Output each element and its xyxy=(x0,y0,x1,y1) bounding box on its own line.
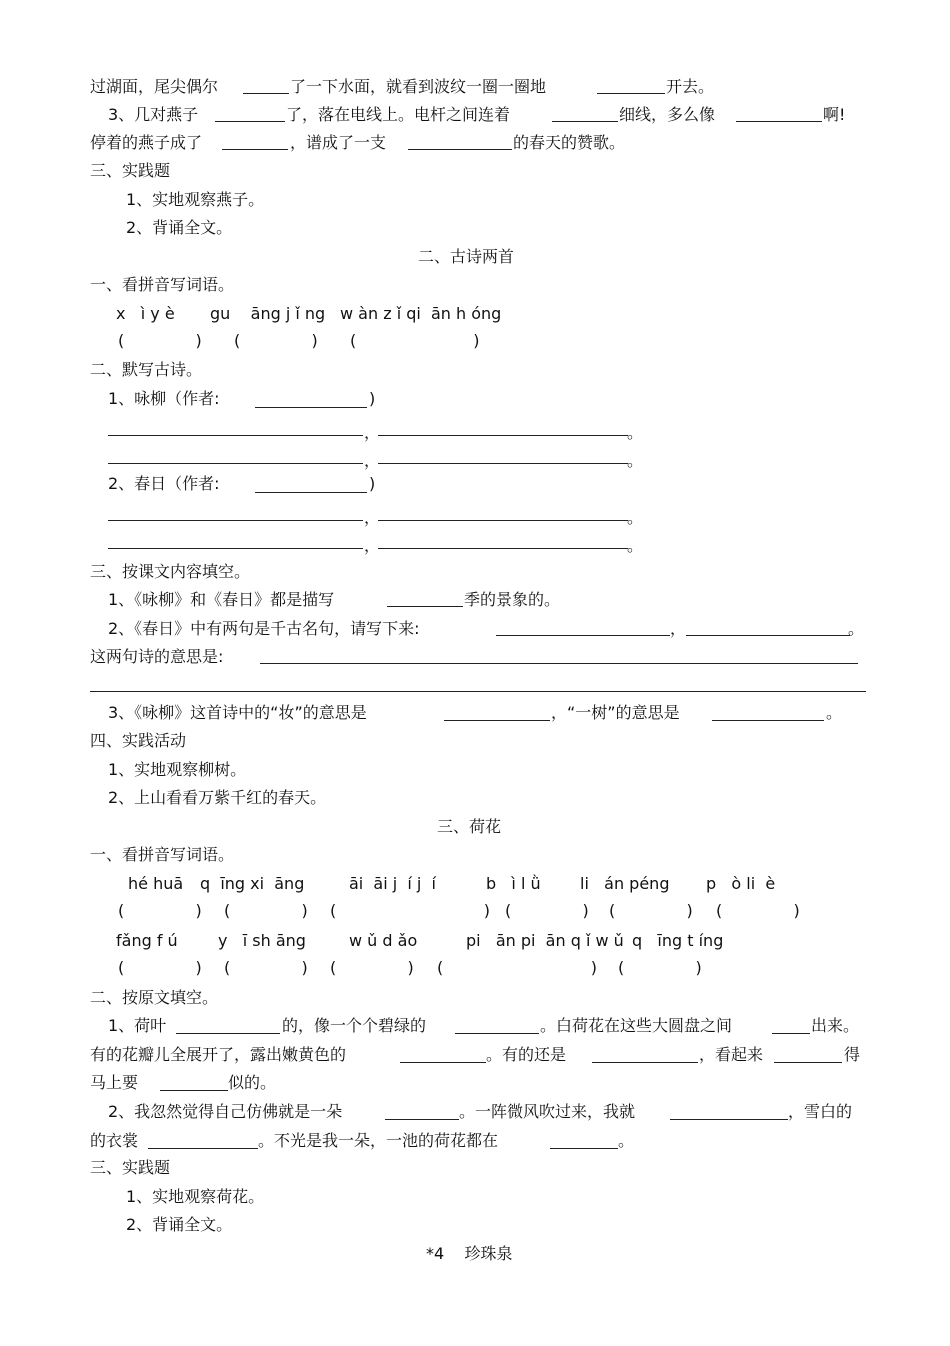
pinyin: pi ān pi ān q ǐ w ǔ xyxy=(466,931,624,950)
fill-blank[interactable] xyxy=(686,635,850,636)
list-item: 1、实地观察荷花。 xyxy=(126,1187,265,1206)
fill-blank[interactable] xyxy=(772,1033,810,1034)
text-line: 过湖面，尾尖偶尔 xyxy=(90,77,219,96)
author-blank[interactable] xyxy=(255,492,367,493)
poem-label: 1、咏柳（作者: xyxy=(108,389,220,408)
fill-blank[interactable] xyxy=(400,1062,486,1063)
close-paren: ) xyxy=(369,474,376,493)
answer-line[interactable] xyxy=(90,691,866,692)
lesson-title: *4 珍珠泉 xyxy=(426,1244,513,1263)
section-heading: 一、看拼音写词语。 xyxy=(90,275,235,294)
text-line: 细线，多么像 xyxy=(619,105,716,124)
text-line: 季的景象的。 xyxy=(464,590,561,609)
pinyin: q īng t íng xyxy=(632,931,724,950)
section-heading: 二、按原文填空。 xyxy=(90,988,219,1007)
poem-line-blank[interactable] xyxy=(378,548,628,549)
fill-blank[interactable] xyxy=(550,1148,618,1149)
fill-blank[interactable] xyxy=(496,635,670,636)
section-heading: 三、实践题 xyxy=(90,161,171,180)
text-line: ，谱成了一支 xyxy=(290,133,387,152)
text-line: 2、我忽然觉得自己仿佛就是一朵 xyxy=(108,1102,343,1121)
answer-box[interactable]: ( ) xyxy=(330,958,414,977)
fill-blank[interactable] xyxy=(408,149,512,150)
pinyin: b ì l ǜ xyxy=(486,874,541,893)
fill-blank[interactable] xyxy=(670,1119,788,1120)
fill-blank[interactable] xyxy=(215,121,285,122)
answer-box[interactable]: ( ) xyxy=(234,331,318,350)
answer-box[interactable]: ( ) xyxy=(505,901,589,920)
section-heading: 一、看拼音写词语。 xyxy=(90,845,235,864)
pinyin: y ī sh āng xyxy=(218,931,306,950)
poem-line-blank[interactable] xyxy=(108,520,363,521)
text-line: 。白荷花在这些大圆盘之间 xyxy=(540,1016,733,1035)
text-line: 这两句诗的意思是: xyxy=(90,647,224,666)
text-line: 。不光是我一朵，一池的荷花都在 xyxy=(258,1131,499,1150)
pinyin: w àn z ǐ qi ān h óng xyxy=(340,304,502,323)
comma: ， xyxy=(364,508,381,527)
section-heading: 四、实践活动 xyxy=(90,731,187,750)
comma: ， xyxy=(364,536,381,555)
fill-blank[interactable] xyxy=(455,1033,539,1034)
fill-blank[interactable] xyxy=(774,1062,842,1063)
text-line: 出来。 xyxy=(811,1016,860,1035)
answer-box[interactable]: ( ) xyxy=(618,958,702,977)
answer-box[interactable]: ( ) xyxy=(437,958,597,977)
answer-box[interactable]: ( ) xyxy=(224,901,308,920)
text-line: 的春天的赞歌。 xyxy=(513,133,626,152)
text-line: ，“一树”的意思是 xyxy=(551,703,680,722)
pinyin: āi āi j í j í xyxy=(349,874,436,893)
list-item: 1、实地观察燕子。 xyxy=(126,190,265,209)
lesson-title: 二、古诗两首 xyxy=(418,247,515,266)
text-line: 的衣裳 xyxy=(90,1131,139,1150)
text-line: 。一阵微风吹过来，我就 xyxy=(459,1102,636,1121)
fill-blank[interactable] xyxy=(260,663,858,664)
fill-blank[interactable] xyxy=(444,720,550,721)
answer-box[interactable]: ( ) xyxy=(118,331,202,350)
answer-box[interactable]: ( ) xyxy=(350,331,480,350)
answer-box[interactable]: ( ) xyxy=(224,958,308,977)
text-line: 马上要 xyxy=(90,1073,139,1092)
pinyin: q īng xi āng xyxy=(200,874,305,893)
pinyin: p ò li è xyxy=(706,874,776,893)
list-item: 1、实地观察柳树。 xyxy=(108,760,247,779)
pinyin: fǎng f ú xyxy=(116,931,178,950)
text-line: 啊! xyxy=(823,105,846,124)
period: 。 xyxy=(618,1131,635,1150)
section-heading: 三、实践题 xyxy=(90,1158,171,1177)
fill-blank[interactable] xyxy=(597,93,665,94)
section-heading: 二、默写古诗。 xyxy=(90,360,203,379)
period: 。 xyxy=(627,423,644,442)
fill-blank[interactable] xyxy=(592,1062,698,1063)
text-line: 似的。 xyxy=(228,1073,277,1092)
pinyin: hé huā xyxy=(128,874,184,893)
answer-box[interactable]: ( ) xyxy=(609,901,693,920)
list-item: 2、背诵全文。 xyxy=(126,1215,233,1234)
poem-line-blank[interactable] xyxy=(108,463,363,464)
pinyin: li án péng xyxy=(580,874,670,893)
text-line: ，看起来 xyxy=(699,1045,764,1064)
pinyin: x ì y è xyxy=(116,304,175,323)
text-line: 1、《咏柳》和《春日》都是描写 xyxy=(108,590,335,609)
list-item: 2、背诵全文。 xyxy=(126,218,233,237)
section-heading: 三、按课文内容填空。 xyxy=(90,562,251,581)
text-line: 。有的还是 xyxy=(486,1045,567,1064)
lesson-title: 三、荷花 xyxy=(437,817,502,836)
text-line: 了一下水面，就看到波纹一圈一圈地 xyxy=(290,77,547,96)
pinyin: gu āng j ǐ ng xyxy=(210,304,326,323)
period: 。 xyxy=(627,451,644,470)
list-item: 2、上山看看万紫千红的春天。 xyxy=(108,788,327,807)
text-line: 3、几对燕子 xyxy=(108,105,199,124)
poem-line-blank[interactable] xyxy=(378,463,628,464)
fill-blank[interactable] xyxy=(712,720,824,721)
poem-label: 2、春日（作者: xyxy=(108,474,220,493)
comma: ， xyxy=(364,451,381,470)
answer-box[interactable]: ( ) xyxy=(330,901,490,920)
fill-blank[interactable] xyxy=(736,121,822,122)
pinyin: w ǔ d ǎo xyxy=(349,931,418,950)
poem-line-blank[interactable] xyxy=(108,548,363,549)
period: 。 xyxy=(848,619,865,638)
poem-line-blank[interactable] xyxy=(378,435,628,436)
comma: ， xyxy=(670,619,687,638)
text-line: 得 xyxy=(844,1045,861,1064)
period: 。 xyxy=(627,508,644,527)
comma: ， xyxy=(364,423,381,442)
text-line: 2、《春日》中有两句是千古名句，请写下来: xyxy=(108,619,420,638)
period: 。 xyxy=(826,703,843,722)
fill-blank[interactable] xyxy=(552,121,618,122)
text-line: 停着的燕子成了 xyxy=(90,133,203,152)
poem-line-blank[interactable] xyxy=(378,520,628,521)
answer-box[interactable]: ( ) xyxy=(716,901,800,920)
text-line: 开去。 xyxy=(666,77,715,96)
fill-blank[interactable] xyxy=(160,1090,228,1091)
fill-blank[interactable] xyxy=(243,93,289,94)
text-line: 有的花瓣儿全展开了，露出嫩黄色的 xyxy=(90,1045,347,1064)
fill-blank[interactable] xyxy=(176,1033,280,1034)
answer-box[interactable]: ( ) xyxy=(118,958,202,977)
poem-line-blank[interactable] xyxy=(108,435,363,436)
text-line: 3、《咏柳》这首诗中的“妆”的意思是 xyxy=(108,703,367,722)
text-line: 了，落在电线上。电杆之间连着 xyxy=(286,105,511,124)
period: 。 xyxy=(627,536,644,555)
fill-blank[interactable] xyxy=(222,149,288,150)
fill-blank[interactable] xyxy=(385,1119,459,1120)
fill-blank[interactable] xyxy=(148,1148,258,1149)
author-blank[interactable] xyxy=(255,407,367,408)
text-line: 1、荷叶 xyxy=(108,1016,167,1035)
text-line: 的，像一个个碧绿的 xyxy=(282,1016,427,1035)
close-paren: ) xyxy=(369,389,376,408)
text-line: ，雪白的 xyxy=(788,1102,853,1121)
fill-blank[interactable] xyxy=(387,606,463,607)
answer-box[interactable]: ( ) xyxy=(118,901,202,920)
